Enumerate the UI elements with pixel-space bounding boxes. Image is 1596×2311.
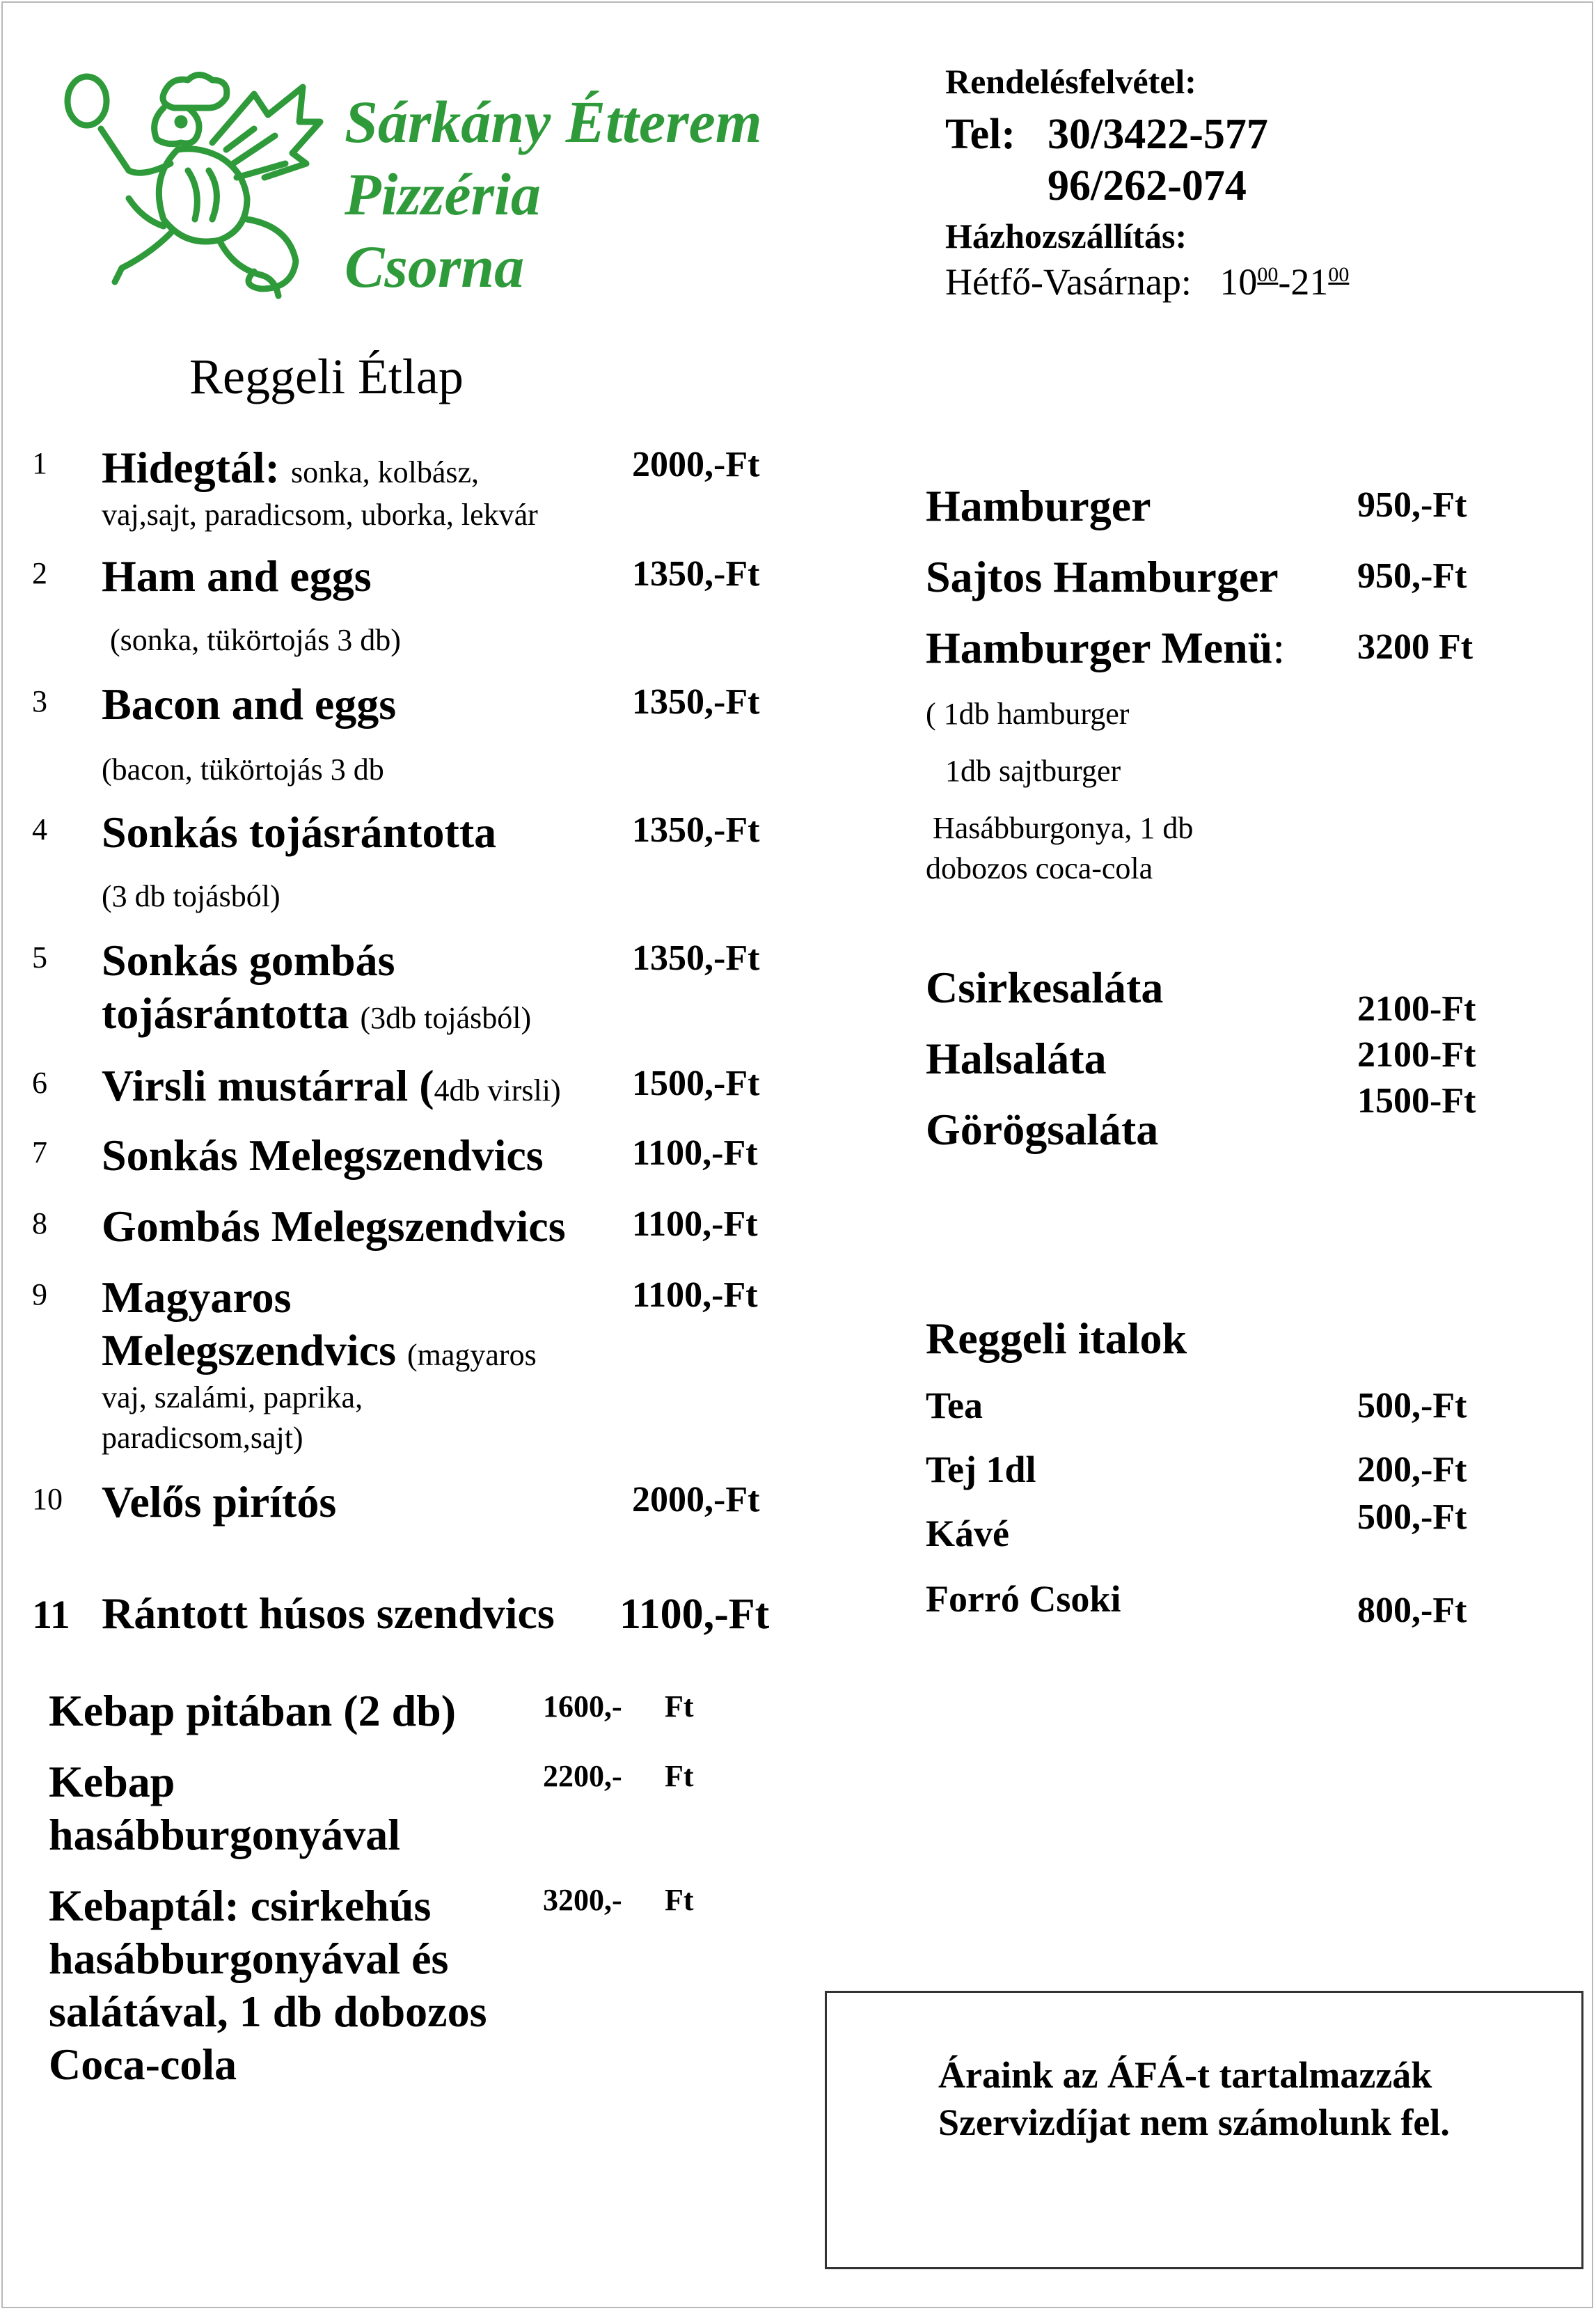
salad-name: Csirkesaláta [926,963,1164,1012]
item-number: 3 [32,684,47,718]
close-minute: 00 [1328,263,1350,286]
menu-item-name-2: tojásrántotta (3db tojásból) [102,988,532,1038]
menu-item-name: Ham and eggs [102,551,372,601]
phone-1[interactable]: 30/3422-577 [1048,111,1268,158]
burger-name: Hamburger [926,481,1151,530]
drink-price: 500,-Ft [1357,1386,1467,1426]
menu-item-price: 1350,-Ft [632,682,760,722]
burger-name: Hamburger Menü: [926,623,1286,672]
menu-item-desc: (sonka, tükörtojás 3 db) [110,623,401,657]
menu-item-price: 1350,-Ft [632,810,760,850]
burger-name: Sajtos Hamburger [926,552,1279,601]
menu-desc-line: dobozos coca-cola [926,851,1153,885]
item-number: 2 [32,556,47,590]
item-number: 6 [32,1066,47,1100]
item-number: 8 [32,1206,47,1240]
salad-name: Halsaláta [926,1034,1107,1083]
kebap-item-price: 1600,- [543,1689,622,1724]
close-hour: 21 [1290,261,1329,303]
salad-price: 2100-Ft [1357,1035,1476,1075]
hours-days: Hétfő-Vasárnap: [945,261,1192,303]
drink-price: 800,-Ft [1357,1591,1467,1630]
menu-item-desc: vaj,sajt, paradicsom, uborka, lekvár [102,498,538,532]
menu-item-name: Sonkás tojásrántotta [102,807,497,857]
note-line-1: Áraink az ÁFÁ-t tartalmazzák [938,2054,1432,2096]
menu-item-price: 2000,-Ft [632,1480,760,1520]
menu-desc-line: Hasábburgonya, 1 db [933,811,1194,845]
kebap-item-unit: Ft [665,1759,694,1793]
kebap-item-unit: Ft [665,1689,694,1724]
menu-item-price: 1100,-Ft [632,1204,758,1244]
burger-price: 950,-Ft [1357,556,1467,596]
opening-hours [945,260,1349,303]
menu-item-desc: vaj, szalámi, paprika, [102,1380,363,1414]
logo-line-1: Sárkány Étterem [345,88,762,155]
drink-name: Tej 1dl [926,1449,1036,1490]
item-number: 10 [32,1482,63,1516]
order-label: Rendelésfelvétel: [945,62,1196,101]
menu-item-name: Rántott húsos szendvics [102,1588,555,1638]
menu-item-price: 1100,-Ft [632,1133,758,1173]
menu-item-name: Bacon and eggs [102,679,397,729]
kebap-item-price: 3200,- [543,1883,622,1917]
phone-2[interactable]: 96/262-074 [1048,162,1247,210]
hours-dash: - [1278,261,1291,303]
burger-price: 950,-Ft [1357,485,1467,525]
kebap-item-unit: Ft [665,1883,694,1917]
item-number: 4 [32,812,47,846]
kebap-item-name: Kebaptál: csirkehús hasábburgonyával és salátával, 1 db dobozos Coca-cola [49,1881,487,2089]
open-hour: 10 [1219,261,1258,303]
salad-name: Görögsaláta [926,1105,1159,1154]
menu-item-price: 2000,-Ft [632,445,760,484]
menu-item-name: Velős pirítós [102,1477,337,1527]
drink-name: Kávé [926,1513,1009,1554]
delivery-label: Házhozszállítás: [945,216,1187,255]
menu-item-price: 1100,-Ft [632,1275,758,1315]
menu-item-price: 1500,-Ft [632,1064,760,1103]
menu-item-price: 1350,-Ft [632,554,760,594]
drink-price: 200,-Ft [1357,1450,1467,1490]
menu-item-price: 1100,-Ft [619,1591,770,1638]
menu-item-desc: (bacon, tükörtojás 3 db [102,752,384,787]
menu-item-price: 1350,-Ft [632,938,760,978]
salad-price: 2100-Ft [1357,989,1476,1029]
kebap-item-name: Kebap hasábburgonyával [49,1757,401,1859]
menu-title: Reggeli Étlap [189,349,464,404]
item-number: 5 [32,940,47,975]
kebap-item-name: Kebap pitában (2 db) [49,1686,457,1735]
menu-item-name: Sonkás gombás [102,936,395,985]
menu-item-desc: (3 db tojásból) [102,879,281,913]
kebap-item-price: 2200,- [543,1759,622,1793]
note-line-2: Szervizdíjat nem számolunk fel. [938,2101,1450,2143]
drink-name: Forró Csoki [926,1578,1121,1620]
open-minute: 00 [1257,263,1279,286]
menu-item-name: Virsli mustárral (4db virsli) [102,1061,561,1110]
menu-desc-line: ( 1db hamburger [926,697,1130,731]
drink-price: 500,-Ft [1357,1497,1467,1537]
menu-item-name: Gombás Melegszendvics [102,1201,566,1251]
logo-line-3: Csorna [345,233,525,300]
drinks-title: Reggeli italok [926,1314,1187,1363]
menu-item-desc-2: paradicsom,sajt) [102,1421,303,1455]
menu-desc-line: 1db sajtburger [945,754,1121,788]
dragon-chef-icon [59,66,324,303]
item-number: 1 [32,446,47,480]
menu-item-name: Magyaros [102,1272,292,1322]
salad-price: 1500-Ft [1357,1081,1476,1121]
menu-item-name: Sonkás Melegszendvics [102,1130,544,1180]
item-number: 11 [32,1592,70,1637]
item-number: 9 [32,1277,47,1311]
logo-line-2: Pizzéria [345,161,541,228]
item-number: 7 [32,1135,47,1169]
tel-label: Tel: [945,111,1016,158]
burger-price: 3200 Ft [1357,627,1473,667]
drink-name: Tea [926,1385,983,1426]
menu-item-name-2: Melegszendvics (magyaros [102,1325,537,1375]
menu-item-name: Hidegtál: sonka, kolbász, [102,443,480,492]
